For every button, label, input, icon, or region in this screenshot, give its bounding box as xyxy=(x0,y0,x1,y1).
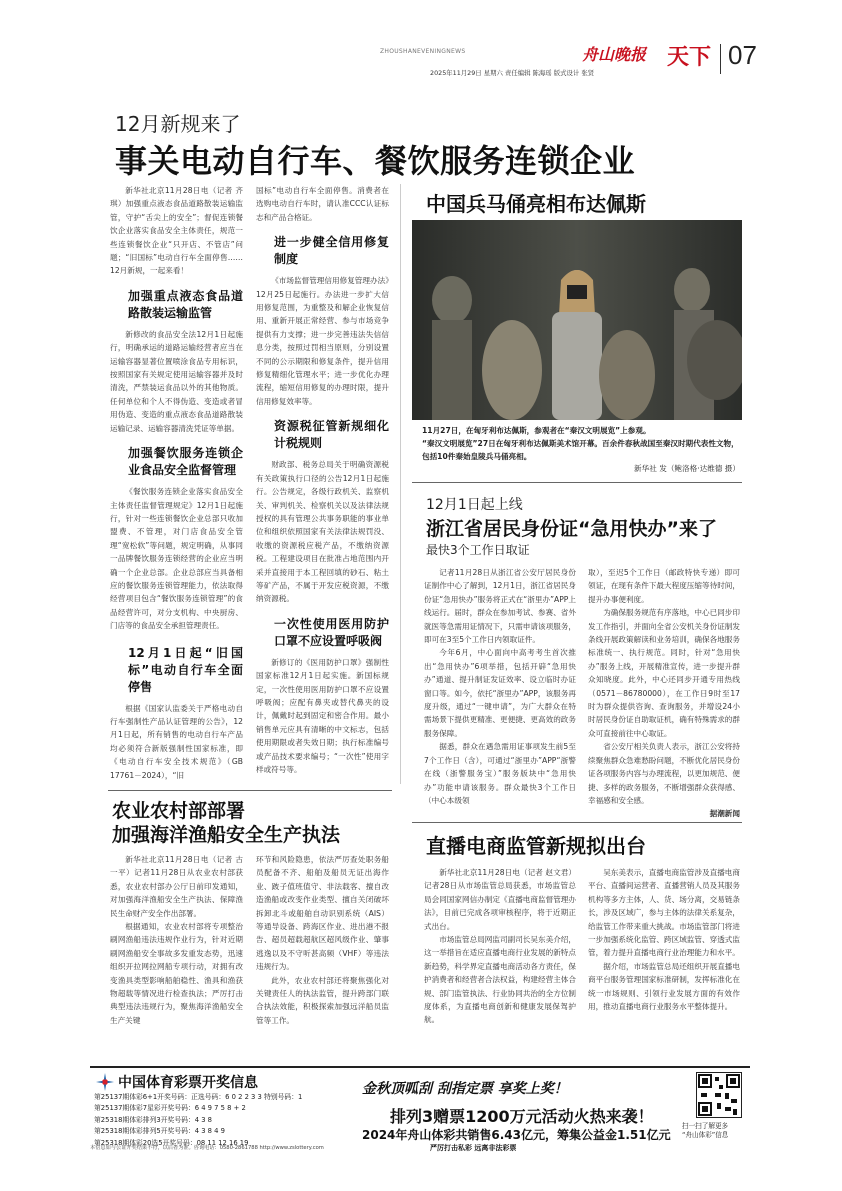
lottery-footer-slogan: 严厉打击私彩 远离非法彩票 xyxy=(430,1144,517,1152)
article2-paragraph: 记者11月28日从浙江省公安厅居民身份证制作中心了解到，12月1日，浙江省居民身份证“急用快办”服务将正式在“浙里办”APP上线运行。届时，群众在参加考试、参赛、省外就医等急需用证情况下，只需申请该项服务，即可在3至5个工作日内领取证件。 xyxy=(424,568,576,645)
section-rule xyxy=(412,822,742,823)
lottery-slogan: 金秋顶呱刮 刮指定票 享奖上奖！ xyxy=(362,1081,568,1097)
site-name: ZHOUSHANEVENINGNEWS xyxy=(380,48,466,55)
article2-kicker: 12月1日起上线 xyxy=(426,497,523,513)
page-number: 07 xyxy=(728,40,757,70)
article2-paragraph: 据悉，群众在遇急需用证事项发生前5至7个工作日（含），可通过“浙里办”APP“浙警在线（浙警服务宝）”服务版块中“急用快办”功能申请该服务。群众最快3个工作日（中心本级领 xyxy=(424,742,576,805)
article4-paragraph: 市场监管总局网监司副司长吴东美介绍，这一举措旨在适应直播电商行业发展的新特点新趋势，科学界定直播电商活动各方责任，保护消费者和经营者合法权益，构建经营主体合规、部门监管执法、行业协同共治的全方位制度体系，为直播电商创新和健康发展保驾护航。 xyxy=(424,935,576,1025)
photo-caption: 11月27日，在匈牙利布达佩斯，参观者在“秦汉文明展览”上参观。 “秦汉文明展览”27日在匈牙利布达佩斯美术馆开幕。百余件春秋战国至秦汉时期代表性文物，包括10件秦始皇陵兵马俑亮相。 xyxy=(422,426,739,461)
article2-paragraph: 今年6月，中心面向中高考考生首次推出“急用快办”6项举措，包括开辟“急用快办”通道、提升制证发证效率、设立临时办证窗口等。如今，依托“浙里办”APP，该服务再度升级，通过“一键申请”，为广大群众在特需场景下提供更精准、更便捷、更高效的政务服务保障。 xyxy=(424,648,576,738)
lottery-promo: 排列3赠票1200万元活动火热来袭！ xyxy=(390,1107,654,1126)
lottery-title: 中国体育彩票开奖信息 xyxy=(118,1075,258,1091)
lottery-logo-icon xyxy=(96,1073,114,1091)
lottery-row: 第25137期体彩6+1开奖号码：正选号码：6 0 2 2 3 3 特别号码：1 xyxy=(94,1093,303,1101)
article4-paragraph: 新华社北京11月28日电（记者 赵文君）记者28日从市场监管总局获悉，市场监管总局会同国家网信办制定《直播电商监督管理办法》，目前已完成各项审核程序，将于近期正式出台。 xyxy=(424,868,576,931)
lottery-sales: 2024年舟山体彩共销售6.43亿元，筹集公益金1.51亿元 xyxy=(362,1128,671,1142)
section-title: 天下 xyxy=(667,44,712,70)
article3-paragraph: 环节和风险隐患，依法严厉查处职务船员配备不齐、船舶及船员无证出海作业、跛子值班值守、非法载客、擅自改造渔船或改变作业类型、擅自关闭破坏拆卸北斗或船舶自动识别系统（AIS）等通导设备、跨海区作业、进出港不报告、超员超载超航区超风级作业、肇事逃逸以及不守听甚高频（VHF）等违法违规行为。 xyxy=(256,855,389,972)
section-rule xyxy=(108,790,392,791)
article2-source: 据潮新闻 xyxy=(709,809,740,819)
exhibition-photo-illustration xyxy=(412,220,742,420)
lottery-row: 第25137期体彩7星彩开奖号码：6 4 9 7 5 8 + 2 xyxy=(94,1104,246,1113)
terracotta-photo xyxy=(412,220,742,420)
lottery-results xyxy=(94,1092,344,1149)
article1-paragraph: 《市场监督管理信用修复管理办法》12月25日起施行。办法进一步扩大信用修复范围，为重整及和解企业恢复信用、重新开展正常经营、参与市场竞争提供有力支撑；进一步完善违法失信信息分类，按照过罚相当原则，分别设置不同的公示期限和修复条件，提升信用修复精细化管理水平；进一步优化办理流程，缩短信用修复的办理时限，提升信用修复效率等。 xyxy=(256,276,389,406)
page-header xyxy=(380,42,800,82)
issue-meta: 2025年11月29日 星期六 责任编辑 陈海瑶 版式设计 张贤 xyxy=(430,69,595,77)
article4-paragraph: 据介绍，市场监管总局还组织开展直播电商平台服务管理国家标准研制，发挥标准化在统一市场规则、引领行业发展方面的有效作用，推动直播电商行业服务水平整体提升。 xyxy=(588,961,740,1012)
article1-headline: 事关电动自行车、餐饮服务连锁企业 xyxy=(115,142,636,180)
article1-subhead-6: 一次性使用医用防护口罩不应设置呼吸阀 xyxy=(274,616,389,648)
article2-headline: 浙江省居民身份证“急用快办”来了 xyxy=(426,518,717,540)
lottery-ad xyxy=(90,1066,750,1156)
article1-paragraph: 根据《国家认监委关于严格电动自行车强制性产品认证管理的公告》，12月1日起，所有销售的电动自行车产品均必须符合新版强制性国家标准，即《电动自行车安全技术规范》（GB 17761－2024），“旧 xyxy=(110,703,243,780)
section-divider xyxy=(720,44,721,74)
article2-paragraph: 取），至迟5个工作日（邮政特快专递）即可领证，在现有条件下最大程度压缩等待时间，提升办事便利度。 xyxy=(588,568,740,604)
article1-subhead-1: 加强重点液态食品道路散装运输监管 xyxy=(128,288,243,320)
article4-paragraph: 吴东美表示，直播电商监管涉及直播电商平台、直播间运营者、直播营销人员及其服务机构等多方主体，人、货、场分离，交易链条长，涉及区域广，参与主体的法律关系复杂，给监管工作带来重大挑战。市场监管部门将进一步加强系统化监管、跨区域监管、穿透式监管，着力提升直播电商行业治理能力和水平。 xyxy=(588,868,740,958)
lottery-row: 第25318期体彩20选5开奖号码：08 11 12 16 19 xyxy=(94,1138,249,1147)
article3-paragraph: 此外，农业农村部还将聚焦强化对关键责任人的执法监管，提升跨部门联合执法效能，积极探索加强远洋船员监管等工作。 xyxy=(256,975,389,1025)
lottery-row: 第25318期体彩排列3开奖号码：4 3 8 xyxy=(94,1115,213,1124)
article1-subhead-5: 资源税征管新规细化计税规则 xyxy=(274,419,389,451)
article1-paragraph: 新修订的《医用防护口罩》强制性国家标准12月1日起实施。新国标规定，一次性使用医用防护口罩不应设置呼吸阀；应配有鼻夹或替代鼻夹的设计，佩戴时起到固定和密合作用。最小销售单元应具有清晰的中文标志，包括使用期限或者失效日期；执行标准编号或产品技术要求编号；“一次性”使用字样或符号等。 xyxy=(256,657,389,774)
lottery-footer-note: 本信息如与公证开奖结果不符，以后者为准。咨询电话：0580-2861788 http://www.zslottery.com xyxy=(90,1145,324,1151)
article1-paragraph: 《餐饮服务连锁企业落实食品安全主体责任监督管理规定》12月1日起施行，针对一些连锁餐饮企业总部只收加盟费、不管理，对门店食品安全管理“宽松软”等问题，规定明确，从事同一品牌餐饮服务连锁经营的企业应当明确一个企业总部。企业总部应当具备相应的餐饮服务连锁管理能力，依法取得经营项目包含“餐饮服务连锁管理”的食品经营许可，对分支机构、中央厨房、门店等的食品安全承担管理责任。 xyxy=(110,487,243,631)
column-divider xyxy=(400,184,401,784)
article1-subhead-4: 进一步健全信用修复制度 xyxy=(274,235,389,267)
article2-column1 xyxy=(424,566,576,807)
article2-subhead: 最快3个工作日取证 xyxy=(426,543,530,557)
paper-logo: 舟山晚报 xyxy=(582,45,647,64)
article1-subhead-3: 12月1日起“旧国标”电动自行车全面停售 xyxy=(128,645,243,694)
qr-code-icon xyxy=(697,1073,741,1117)
article3-column2 xyxy=(256,853,389,1027)
qr-caption: 扫一扫了解更多 “舟山体彩”信息 xyxy=(682,1122,729,1139)
lottery-row: 第25318期体彩排列5开奖号码：4 3 8 4 9 xyxy=(94,1127,225,1136)
article2-paragraph: 为确保服务规范有序落地，中心已同步印发工作指引，并面向全省公安机关身份证制发条线开展政策解读和业务培训，确保各地服务标准统一、执行规范。同时，针对“急用快办”服务上线，开展精准宣传，进一步提升群众知晓度。此外，中心还同步开通专用热线（0571－86780000），在工作日9时至17时为群众提供咨询、查询服务，并增设24小时居民身份证自助取证机，确有特殊需求的群众可直接前往中心取证。 xyxy=(588,608,740,738)
qr-code[interactable] xyxy=(696,1072,742,1118)
article1-paragraph: 财政部、税务总局关于明确资源税有关政策执行口径的公告12月1日起施行。公告规定，各级行政机关、监察机关、审判机关、检察机关以及法律法规授权的具有管理公共事务职能的事业单位和组织依照国家有关法律法规罚没、收缴的资源税应税产品，不缴纳资源税。工程建设项目在批准占地范围内开采并直接用于本工程回填的砂石、粘土等矿产品，不属于开发应税资源，不缴纳资源税。 xyxy=(256,460,389,604)
article1-lead: 新华社北京11月28日电（记者 齐琪）加强重点液态食品道路散装运输监管，守护“舌尖上的安全”；督促连锁餐饮企业落实食品安全主体责任，规范一些连锁餐饮企业“只开店、不管店”问题；“旧国标”电动自行车全面停售……12月新规，一起来看！ xyxy=(110,186,243,276)
section-rule xyxy=(412,482,742,483)
article4-column1 xyxy=(424,866,576,1027)
article1-column1 xyxy=(110,184,243,782)
article4-column2 xyxy=(588,866,740,1013)
article1-subhead-2: 加强餐饮服务连锁企业食品安全监督管理 xyxy=(128,446,243,478)
article3-column1 xyxy=(110,853,243,1027)
article4-headline: 直播电商监管新规拟出台 xyxy=(426,834,646,858)
article1-kicker: 12月新规来了 xyxy=(115,112,241,136)
article3-paragraph: 新华社北京11月28日电（记者 古一平）记者11月28日从农业农村部获悉，农业农村部办公厅日前印发通知，对加强海洋渔船安全生产执法、保障渔民生命财产安全作出部署。 xyxy=(110,855,243,918)
article2-paragraph: 省公安厅相关负责人表示，浙江公安将持续聚焦群众急难愁盼问题，不断优化居民身份证各项服务内容与办理流程，以更加规范、便捷、多样的政务服务，不断增强群众获得感、幸福感和安全感。 xyxy=(588,742,740,805)
article1-column2 xyxy=(256,184,389,776)
photo-credit: 新华社 发（鲍洛格·达维德 摄） xyxy=(634,464,740,473)
article1-paragraph: 新修改的食品安全法12月1日起施行，明确承运的道路运输经营者应当在运输容器显著位置喷涂食品专用标识，按照国家有关规定使用运输容器并及时清洗，严禁装运食品以外的其他物质。任何单位和个人不得伪造、变造或者冒用伪造、变造的重点液态食品道路散装运输记录、运输容器清洗凭证等单据。 xyxy=(110,329,243,433)
article1-paragraph: 国标”电动自行车全面停售。消费者在选购电动自行车时，请认准CCC认证标志和产品合格证。 xyxy=(256,186,389,222)
article3-paragraph: 根据通知，农业农村部将专项整治刷网渔船违法违规作业行为，针对近期刷网渔船安全事故多发重发态势，迅速组织开拉网拉网船专项行动，对拥有改变渔具类型影响船舶稳性、渔具和渔获物超载等情况进行检查执法；严厉打击典型违法违规行为，聚焦海洋渔船安全生产关键 xyxy=(110,922,243,1025)
article3-headline-line1: 农业农村部部署 xyxy=(112,800,246,822)
article3-headline-line2: 加强海洋渔船安全生产执法 xyxy=(112,824,341,846)
photo-story-headline: 中国兵马俑亮相布达佩斯 xyxy=(426,192,646,216)
article2-column2 xyxy=(588,566,740,821)
